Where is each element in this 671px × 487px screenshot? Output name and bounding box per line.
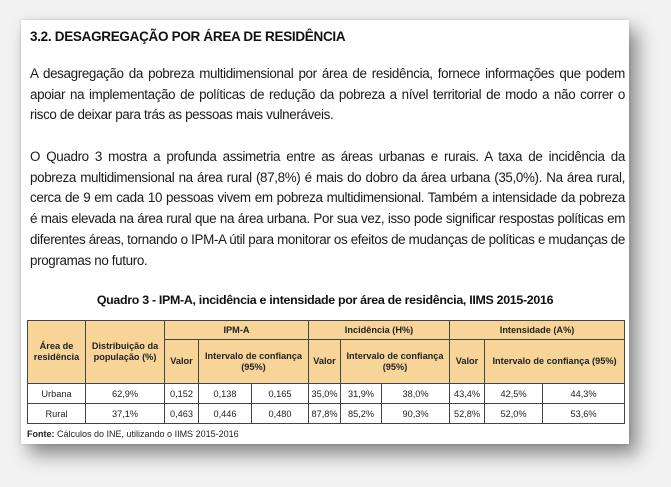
cell-intensity-valor: 52,8% xyxy=(450,404,485,424)
cell-ipm-high: 0,165 xyxy=(252,384,309,404)
cell-ipm-valor: 0,152 xyxy=(165,384,199,404)
cell-incidence-high: 38,0% xyxy=(382,384,450,404)
cell-incidence-low: 31,9% xyxy=(341,384,382,404)
source-text: Cálculos do INE, utilizando o IIMS 2015-2016 xyxy=(54,429,239,439)
document-page xyxy=(21,20,629,444)
header-incidence-valor: Valor xyxy=(309,340,341,384)
cell-intensity-high: 44,3% xyxy=(543,384,625,404)
quadro-3-table xyxy=(27,320,625,424)
table-row xyxy=(28,404,625,424)
header-group-incidence: Incidência (H%) xyxy=(309,321,450,340)
header-group-intensity: Intensidade (A%) xyxy=(450,321,625,340)
table-header-row-1 xyxy=(28,321,625,340)
cell-incidence-low: 85,2% xyxy=(341,404,382,424)
cell-ipm-low: 0,138 xyxy=(199,384,252,404)
cell-distribution: 62,9% xyxy=(86,384,165,404)
cell-ipm-high: 0,480 xyxy=(252,404,309,424)
header-area: Área de residência xyxy=(28,321,86,384)
cell-intensity-low: 42,5% xyxy=(485,384,543,404)
table-row xyxy=(28,384,625,404)
cell-area: Urbana xyxy=(28,384,86,404)
cell-intensity-high: 53,6% xyxy=(543,404,625,424)
cell-incidence-high: 90,3% xyxy=(382,404,450,424)
section-heading: 3.2. DESAGREGAÇÃO POR ÁREA DE RESIDÊNCIA xyxy=(30,29,346,44)
header-ipm-valor: Valor xyxy=(165,340,199,384)
source-label: Fonte: xyxy=(27,429,55,439)
header-intensity-valor: Valor xyxy=(450,340,485,384)
header-incidence-interval: Intervalo de confiança (95%) xyxy=(341,340,450,384)
cell-intensity-valor: 43,4% xyxy=(450,384,485,404)
header-ipm-interval: Intervalo de confiança (95%) xyxy=(199,340,309,384)
cell-intensity-low: 52,0% xyxy=(485,404,543,424)
cell-ipm-valor: 0,463 xyxy=(165,404,199,424)
header-group-ipm: IPM-A xyxy=(165,321,309,340)
cell-ipm-low: 0,446 xyxy=(199,404,252,424)
paragraph-analysis: O Quadro 3 mostra a profunda assimetria entre as áreas urbanas e rurais. A taxa de incidência da pobreza multidimensional na área rural (87,8%) é mais do dobro da área urbana (35,0%). Na área rural, cerca de 9 em cada 10 pessoas vivem em pobreza multidimensional. Também a intensidade da pobreza é mais elevada na área rural que na área urbana. Por sua vez, isso pode significar respostas políticas em diferentes áreas, tornando o IPM-A útil para monitorar os efeitos de mudanças de políticas e mudanças de programas no futuro. xyxy=(30,149,625,268)
header-distribution: Distribuição da população (%) xyxy=(86,321,165,384)
cell-area: Rural xyxy=(28,404,86,424)
table-source-note xyxy=(27,429,239,439)
table-caption: Quadro 3 - IPM-A, incidência e intensidade por área de residência, IIMS 2015-2016 xyxy=(96,293,554,307)
cell-distribution: 37,1% xyxy=(86,404,165,424)
cell-incidence-valor: 87,8% xyxy=(309,404,341,424)
paragraph-intro: A desagregação da pobreza multidimensional por área de residência, fornece informações que podem apoiar na implementação de políticas de redução da pobreza a nível territorial de modo a não correr o risco de deixar para trás as pessoas mais vulneráveis. xyxy=(30,66,625,123)
header-intensity-interval: Intervalo de confiança (95%) xyxy=(485,340,625,384)
cell-incidence-valor: 35,0% xyxy=(309,384,341,404)
